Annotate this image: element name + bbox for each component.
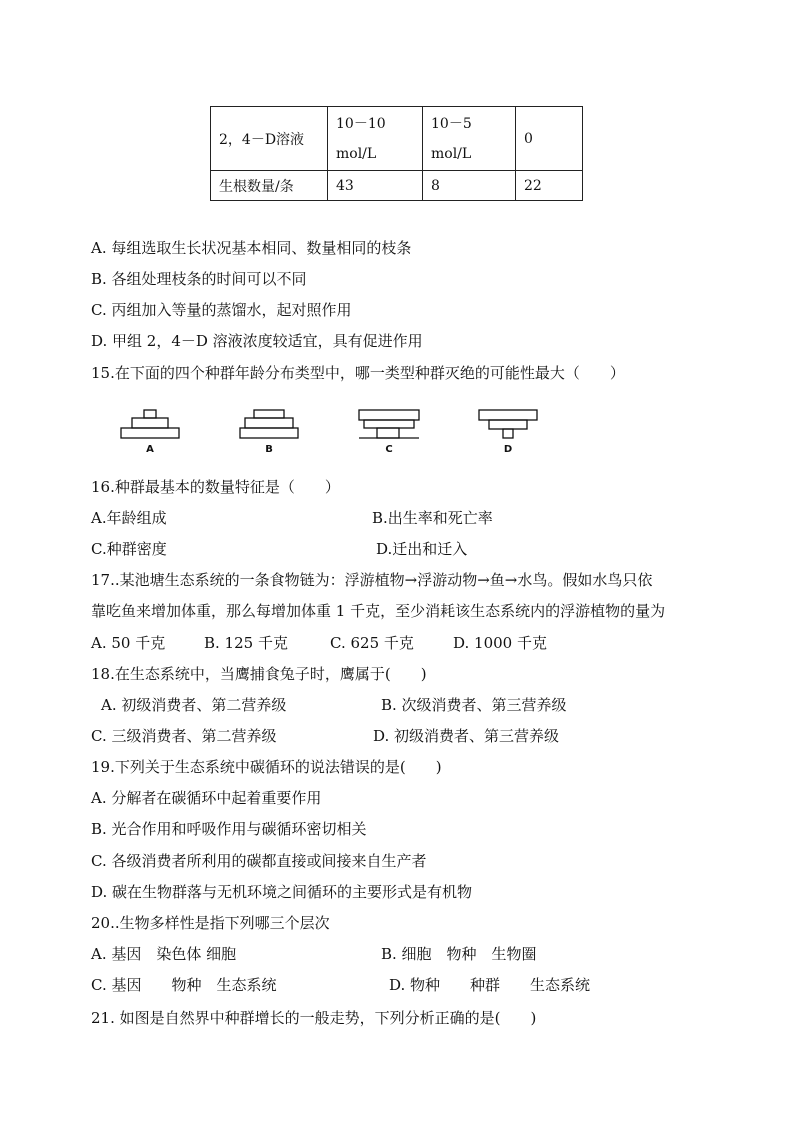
option-c[interactable]: C. 三级消费者、第二营养级 (91, 727, 277, 745)
option-b[interactable]: B. 125 千克 (204, 634, 288, 652)
option-a[interactable]: A. 50 千克 (91, 634, 166, 652)
table-cell: 8 (423, 171, 516, 201)
pyramid-b-bar (240, 428, 298, 438)
pyramid-c-bar (364, 420, 414, 428)
option-b[interactable]: B. 光合作用和呼吸作用与碳循环密切相关 (91, 820, 367, 838)
option-b[interactable]: B. 各组处理枝条的时间可以不同 (91, 270, 307, 288)
question-18-stem: 18.在生态系统中，当鹰捕食兔子时，鹰属于( ) (91, 665, 427, 683)
option-a[interactable]: A. 初级消费者、第二营养级 (101, 696, 287, 714)
option-d[interactable]: D. 碳在生物群落与无机环境之间循环的主要形式是有机物 (91, 883, 473, 901)
option-c[interactable]: C. 基因 物种 生态系统 (91, 976, 277, 994)
table-cell: 0 (516, 107, 583, 171)
option-b[interactable]: B. 次级消费者、第三营养级 (381, 696, 567, 714)
concentration-table (210, 106, 583, 201)
option-a[interactable]: A.年龄组成 (91, 509, 167, 527)
pyramid-label-a: A (146, 444, 154, 454)
pyramid-a-bar (132, 418, 168, 428)
option-d[interactable]: D. 初级消费者、第三营养级 (373, 727, 560, 745)
pyramid-c-bar (359, 410, 419, 420)
question-20-stem: 20..生物多样性是指下列哪三个层次 (91, 914, 330, 932)
option-b[interactable]: B.出生率和死亡率 (372, 509, 493, 527)
table-row (211, 107, 583, 171)
option-d[interactable]: D.迁出和迁入 (376, 540, 468, 558)
table-cell (423, 107, 516, 171)
option-c[interactable]: C. 各级消费者所利用的碳都直接或间接来自生产者 (91, 852, 427, 870)
age-pyramid-figure (110, 402, 550, 454)
question-17-stem-line2: 靠吃鱼来增加体重，那么每增加体重 1 千克，至少消耗该生态系统内的浮游植物的量为 (91, 602, 666, 620)
cell-line: 10－5 (431, 115, 472, 132)
pyramid-c-bar (377, 428, 399, 438)
question-15-stem: 15.在下面的四个种群年龄分布类型中，哪一类型种群灭绝的可能性最大（ ） (91, 364, 625, 382)
option-a[interactable]: A. 分解者在碳循环中起着重要作用 (91, 789, 322, 807)
table-cell: 43 (328, 171, 423, 201)
pyramid-label-d: D (503, 444, 513, 454)
option-d[interactable]: D. 1000 千克 (453, 634, 547, 652)
option-a[interactable]: A. 基因 染色体 细胞 (91, 945, 237, 963)
question-17-stem-line1: 17..某池塘生态系统的一条食物链为：浮游植物→浮游动物→鱼→水鸟。假如水鸟只依 (91, 571, 653, 589)
option-a[interactable]: A. 每组选取生长状况基本相同、数量相同的枝条 (91, 239, 412, 257)
cell-line: 10－10 (336, 115, 386, 132)
question-16-stem: 16.种群最基本的数量特征是（ ） (91, 478, 340, 496)
pyramid-label-b: B (265, 444, 273, 454)
question-21-stem: 21. 如图是自然界中种群增长的一般走势，下列分析正确的是( ) (91, 1009, 537, 1027)
pyramid-d-bar (503, 429, 513, 438)
table-cell: 22 (516, 171, 583, 201)
option-c[interactable]: C. 625 千克 (330, 634, 414, 652)
option-d[interactable]: D. 甲组 2，4－D 溶液浓度较适宜，具有促进作用 (91, 332, 423, 350)
table-row (211, 171, 583, 201)
pyramid-b-bar (254, 410, 284, 418)
question-19-stem: 19.下列关于生态系统中碳循环的说法错误的是( ) (91, 758, 442, 776)
pyramid-a-bar (144, 410, 156, 418)
table-row-label: 生根数量/条 (211, 171, 328, 201)
cell-line: mol/L (431, 145, 472, 162)
table-cell (328, 107, 423, 171)
pyramid-a-bar (121, 428, 179, 438)
pyramid-label-c: C (385, 444, 393, 454)
table-row-label: 2，4－D溶液 (211, 107, 328, 171)
option-c[interactable]: C. 丙组加入等量的蒸馏水，起对照作用 (91, 301, 352, 319)
pyramid-d-bar (489, 420, 527, 429)
pyramid-b-bar (245, 418, 293, 428)
option-b[interactable]: B. 细胞 物种 生物圈 (381, 945, 537, 963)
pyramid-d-bar (479, 410, 537, 420)
cell-line: mol/L (336, 145, 377, 162)
option-d[interactable]: D. 物种 种群 生态系统 (389, 976, 591, 994)
option-c[interactable]: C.种群密度 (91, 540, 167, 558)
